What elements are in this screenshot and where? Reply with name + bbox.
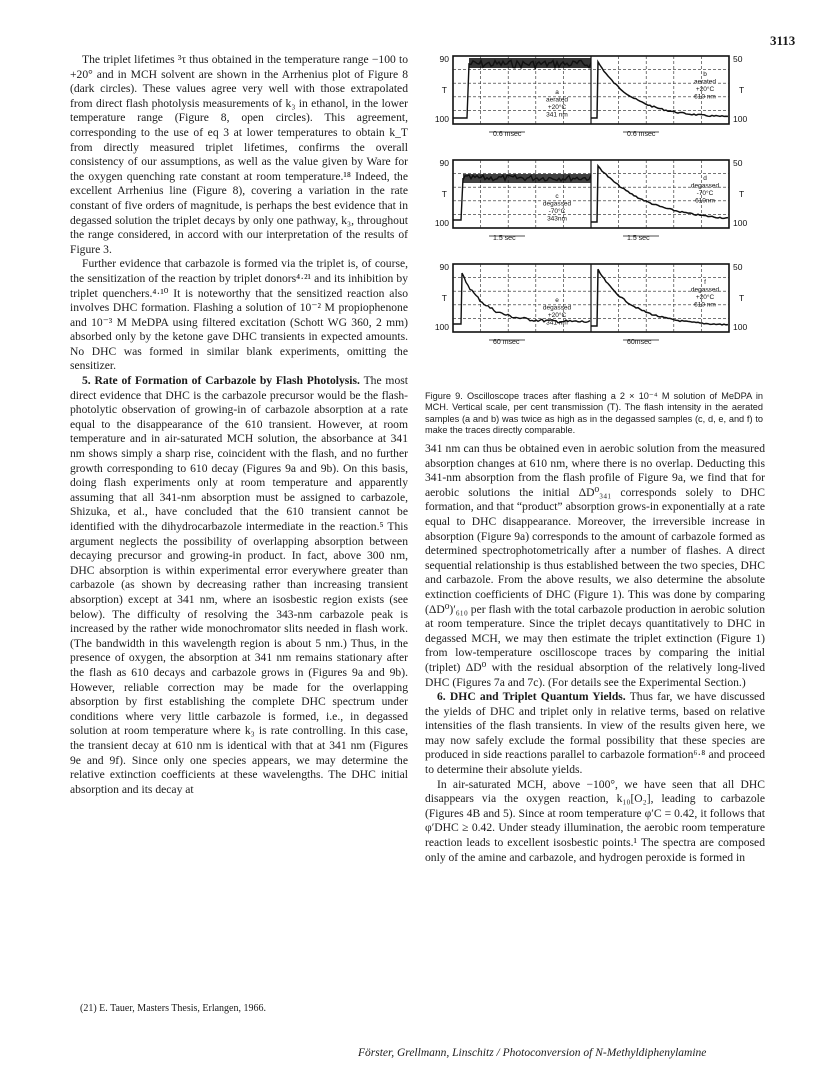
right-axis-unit-label: T <box>739 85 745 95</box>
time-scale-label: 0.6 msec <box>493 131 522 138</box>
panel-label: +20°C <box>695 86 715 93</box>
panel-label: aerated <box>693 78 717 86</box>
right-axis-bottom-label: 100 <box>733 218 748 228</box>
left-axis-top-label: 90 <box>439 54 449 64</box>
left-axis-bottom-label: 100 <box>434 218 449 228</box>
panel-label: degassed <box>690 182 720 190</box>
panel-label: 610 nm <box>694 93 716 101</box>
right-axis-top-label: 50 <box>733 262 743 272</box>
paragraph-text: Thus far, we have discussed the yields of DHC and triplet only in relative terms, based on relative intensities of the flash transients. In view of the results given here, we may now safely exclude the formal possibility that these species are produced in side reactions parallel to carbazole formation⁶·⁸ and proceed to determine their absolute yields. <box>425 690 765 777</box>
oscilloscope-traces <box>415 50 775 388</box>
left-axis-unit-label: T <box>441 85 447 95</box>
left-axis-bottom-label: 100 <box>434 322 449 332</box>
figure-caption: Figure 9. Oscilloscope traces after flashing a 2 × 10⁻⁴ M solution of MeDPA in MCH. Vertical scale, per cent transmission (T). The flash intensity in the aerated samples (a and b) was twice as high as in the degassed samples (c, d, e, and f) to make the traces directly comparable. <box>425 391 763 436</box>
panel-label: b <box>703 71 707 78</box>
section-heading: 5. Rate of Formation of Carbazole by Flash Photolysis. <box>82 374 360 388</box>
panel-label: 610nm <box>695 197 715 205</box>
right-axis-top-label: 50 <box>733 158 743 168</box>
right-axis-bottom-label: 100 <box>733 114 748 124</box>
panel-label: f <box>704 279 706 286</box>
right-axis-top-label: 50 <box>733 54 743 64</box>
panel-label: +20°C <box>695 294 715 301</box>
paragraph-text: The most direct evidence that DHC is the carbazole precursor would be the flash-photolytic observation of growing-in of carbazole absorption at a rate equal to the disappearance of the 610 transient. However, at room temperature and in air-saturated MCH solution, the absorbance at 341 nm shows simply a sharp rise, coincident with the flash, and no further growth corresponding to 610 decay (Figures 9a and 9b). On this basis, doing flash experiments only at room temperature and apparently assuming that all 341-nm absorption must be assigned to carbazole, Shizuka, et al., have concluded that the 610 transient cannot be identified with the dihydrocarbazole intermediate in the reaction.⁵ This argument neglects the possibility of overlapping absorption between decaying precursor and growing-in product. In fact, above 300 nm, DHC absorption is within experimental error everywhere greater than carbazole (as shown by decreasing rather than increasing transient absorption) except at 341 nm, where an isosbestic region exists (see below). The difficulty of resolving the 343-nm carbazole peak is increased by the rather wide monochromator slits needed in flash work. (The bandwidth in this wavelength region is about 5 nm.) Thus, in the presence of oxygen, the absorption at 341 nm remains stationary after the flash as 610 decays and carbazole grows in (Figures 9a and 9b). However, reliable correction may be made for the overlapping absorption by first establishing the complete DHC spectrum under conditions where very little carbazole is formed, i.e., in degassed solution at room temperature where k₃ is rate controlling. In this case, the transient decay at 610 nm is identical with that at 341 nm (Figures 9e and 9f). Since only one species appears, we may determine the relative extinction coefficients at these wavelengths. The DHC initial absorption and its decay at <box>70 374 408 796</box>
page-number: 3113 <box>770 33 796 48</box>
left-column <box>70 53 408 797</box>
panel-label: 341 nm <box>546 319 568 327</box>
panel-label: +20°C <box>547 312 567 319</box>
left-axis-bottom-label: 100 <box>434 114 449 124</box>
time-scale-label: 1.5 sec <box>627 235 650 242</box>
right-axis-unit-label: T <box>739 189 745 199</box>
right-axis-unit-label: T <box>739 293 745 303</box>
panel-label: 343nm <box>547 215 567 223</box>
time-scale-label: 60 msec <box>493 339 520 346</box>
paragraph: The triplet lifetimes ³τ thus obtained in the temperature range −100 to +20° and in MCH solvent are shown in the Arrhenius plot of Figure 8 (dark circles). These values agree very well with those extrapolated from direct flash photolysis measurements of k₃ in ethanol, in the lower temperature range (Figure 8, open circles). This agreement, corresponding to the use of eq 3 at lower temperatures to obtain k_T from directly measured triplet lifetimes, confirms the overall consistency of our assumptions, as well as the value given by Ware for the oxygen quenching rate constant at room temperature.¹⁸ Indeed, the excellent Arrhenius line (Figure 8), covering a variation in the rate constant of five orders of magnitude, is perhaps the best evidence that in degassed solution the triplet decays by only one pathway, k₃, throughout the range considered, in accord with our interpretation of the results of Figure 3. <box>70 53 408 256</box>
paragraph: Further evidence that carbazole is formed via the triplet is, of course, the sensitization of the reaction by triplet donors⁴·²¹ and its inhibition by triplet quenchers.⁴·¹⁰ It is noteworthy that the sensitized reaction also involves DHC formation. Flashing a solution of 10⁻² M propiophenone and 10⁻³ M MeDPA using filtered excitation (Schott WG 360, 2 mm) absorbed only by the ketone gave DHC transients in expected amounts. No DHC was formed in similar blank experiments, omitting the sensitizer. <box>70 257 408 373</box>
panel-label: 341 nm <box>546 111 568 119</box>
right-axis-bottom-label: 100 <box>733 322 748 332</box>
left-axis-top-label: 90 <box>439 158 449 168</box>
section-heading: 6. DHC and Triplet Quantum Yields. <box>437 690 626 704</box>
panel-label: degassed <box>542 304 572 312</box>
panel-label: degassed <box>542 200 572 208</box>
left-axis-unit-label: T <box>441 293 447 303</box>
panel-label: c <box>555 193 559 200</box>
footnote: (21) E. Tauer, Masters Thesis, Erlangen, 1966. <box>80 1003 266 1014</box>
panel-label: a <box>555 89 559 96</box>
panel-label: degassed <box>690 286 720 294</box>
time-scale-label: 60msec <box>627 339 652 346</box>
panel-label: +20°C <box>547 104 567 111</box>
paragraph: In air-saturated MCH, above −100°, we have seen that all DHC disappears via the oxygen reaction, k₁₀[O₂], leading to carbazole (Figures 4B and 5). Since at room temperature φ′C = 0.42, it follows that φ′DHC ≥ 0.42. Under steady illumination, the aerobic room temperature reaction leads to excellent isosbestic points.¹ The spectra are composed only of the amine and carbazole, and hydrogen peroxide is formed in <box>425 777 765 864</box>
panel-label: 610 nm <box>694 301 716 309</box>
running-footer: Förster, Grellmann, Linschitz / Photoconversion of N-Methyldiphenylamine <box>358 1047 707 1059</box>
paragraph <box>70 374 408 797</box>
panel-label: d <box>703 175 707 182</box>
time-scale-label: 1.5 sec <box>493 235 516 242</box>
panel-label: -70°C <box>696 190 714 197</box>
right-column <box>425 442 765 865</box>
left-axis-unit-label: T <box>441 189 447 199</box>
panel-label: e <box>555 297 559 304</box>
paragraph: 341 nm can thus be obtained even in aerobic solution from the measured absorption changes at 610 nm, where there is no overlap. Deducting this 341-nm absorption from the flash profile of Figure 9a, we find that for aerobic solutions the initial ΔD⁰₃₄₁ corresponds solely to DHC formation, and that “product” absorption grows-in exponentially at a rate equal to DHC disappearance. Moreover, the irreversible increase in absorption (Figure 9a) corresponds to the amount of carbazole formed as determined spectrophotometrically after a number of flashes. A direct sequential relationship is thus established between the two species, DHC and carbazole. From the above results, we also determine the absolute extinction coefficients of DHC (Figure 1). This was done by comparing (ΔD⁰)′₆₁₀ per flash with the total carbazole production in aerobic solution at room temperature. Since the triplet decays quantitatively to DHC in degassed MCH, we may then estimate the triplet extinction (Figure 1) from low-temperature oscilloscope traces by comparing the initial (triplet) ΔD⁰ with the residual absorption of the relatively long-lived DHC (Figures 7a and 7c). (For details see the Experimental Section.) <box>425 442 765 689</box>
time-scale-label: 0.6 msec <box>627 131 656 138</box>
panel-label: aerated <box>545 96 569 104</box>
left-axis-top-label: 90 <box>439 262 449 272</box>
figure-9 <box>415 50 775 388</box>
paragraph <box>425 690 765 778</box>
panel-label: -70°C <box>548 208 566 215</box>
